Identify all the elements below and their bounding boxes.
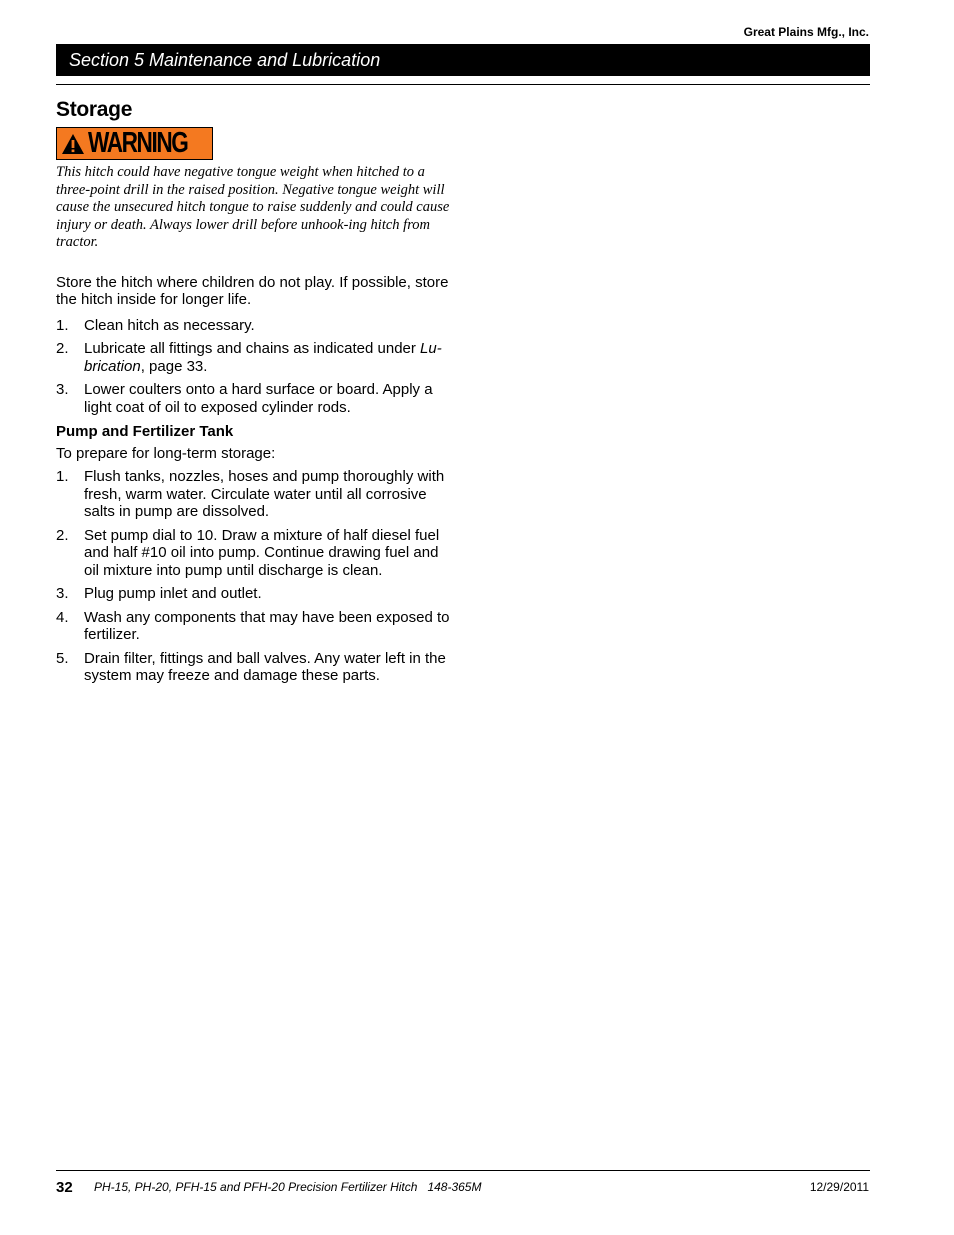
- list-item: 5. Drain filter, fittings and ball valves. Any water left in the system may freeze and damage these parts.: [56, 649, 446, 684]
- warning-word: WARNING: [88, 127, 188, 159]
- storage-intro: Store the hitch where children do not play. If possible, store the hitch inside for longer life.: [56, 273, 449, 308]
- list-item: 1. Clean hitch as necessary.: [56, 316, 255, 334]
- warning-label: [56, 127, 213, 160]
- pump-intro: To prepare for long-term storage:: [56, 444, 276, 462]
- lubrication-reference: Lu-brication: [84, 340, 442, 375]
- header-divider: [56, 84, 870, 85]
- company-name: Great Plains Mfg., Inc.: [743, 25, 869, 39]
- list-item: 3. Lower coulters onto a hard surface or board. Apply a light coat of oil to exposed cylinder rods.: [56, 381, 433, 416]
- footer-divider: [56, 1170, 870, 1171]
- warning-triangle-icon: [61, 133, 85, 155]
- storage-heading: Storage: [56, 98, 133, 121]
- section-header-bar: Section 5 Maintenance and Lubrication: [56, 44, 870, 76]
- document-date: 12/29/2011: [809, 1180, 869, 1194]
- storage-steps: [56, 317, 456, 417]
- main-column: [56, 96, 456, 685]
- list-item: 2. Lubricate all fittings and chains as indicated under Lu-brication, page 33.: [56, 340, 442, 375]
- page-number: 32: [56, 1179, 73, 1196]
- pump-heading: Pump and Fertilizer Tank: [56, 423, 234, 440]
- list-item: 3. Plug pump inlet and outlet.: [56, 585, 262, 602]
- warning-message: This hitch could have negative tongue weight when hitched to a three-point drill in the raised position. Negative tongue weight will cause the unsecured hitch tongue to raise suddenly and could cause injury or death. Always lower drill before unhook-ing hitch from tractor.: [56, 164, 450, 250]
- list-item: 4. Wash any components that may have been exposed to fertilizer.: [56, 608, 450, 643]
- list-item: 1. Flush tanks, nozzles, hoses and pump thoroughly with fresh, warm water. Circulate water until all corrosive salts in pump are dissolved.: [56, 468, 445, 520]
- pump-steps: [56, 468, 456, 685]
- document-title: PH-15, PH-20, PFH-15 and PFH-20 Precision Fertilizer Hitch 148-365M: [94, 1180, 482, 1194]
- list-item: 2. Set pump dial to 10. Draw a mixture of half diesel fuel and half #10 oil into pump. Continue drawing fuel and oil mixture into pump until discharge is clean.: [56, 526, 440, 579]
